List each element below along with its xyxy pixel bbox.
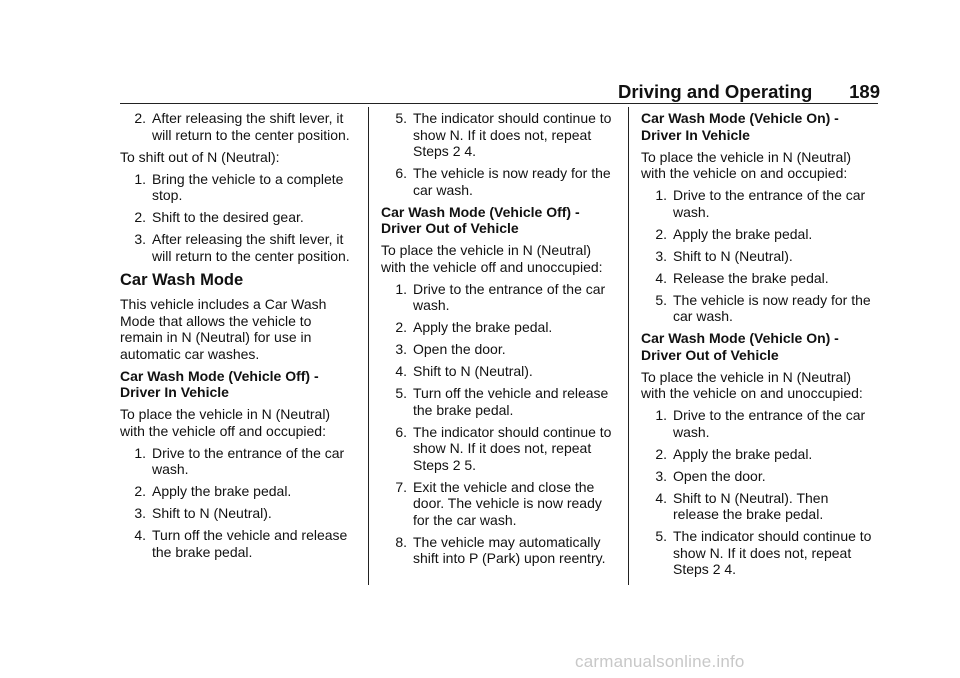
- list-item-number: 6.: [395, 423, 407, 440]
- list-item-text: Drive to the entrance of the car wash.: [413, 280, 606, 313]
- list-item: [381, 385, 617, 418]
- list-item-text: Turn off the vehicle and release the brake pedal.: [413, 385, 609, 418]
- column-3: [641, 110, 877, 583]
- list-item-number: 4.: [655, 489, 667, 506]
- list-item: [120, 505, 356, 522]
- paragraph: To place the vehicle in N (Neutral) with the vehicle on and occupied:: [641, 148, 852, 181]
- list-item-number: 2.: [134, 110, 146, 126]
- list-item-text: Shift to N (Neutral).: [152, 505, 272, 521]
- list-item: [120, 483, 356, 500]
- list-item: [120, 209, 356, 226]
- list-item-text: Open the door.: [673, 467, 766, 484]
- list-item-text: Apply the brake pedal.: [673, 225, 813, 242]
- list-item-text: After releasing the shift lever, it will return to the center position.: [152, 110, 350, 143]
- list-item-number: 2.: [134, 483, 146, 499]
- list-item-text: Open the door.: [413, 341, 506, 357]
- subheading: Car Wash Mode (Vehicle Off) - Driver In Vehicle: [120, 367, 319, 400]
- list-item: [641, 446, 877, 463]
- list-item-number: 7.: [395, 478, 407, 495]
- list-item-text: Shift to N (Neutral). Then release the brake pedal.: [673, 489, 829, 522]
- list-item-text: Apply the brake pedal.: [152, 483, 292, 499]
- list-item: [381, 110, 617, 160]
- list-item: [381, 281, 617, 314]
- list-item: [641, 292, 877, 325]
- list-item: [381, 341, 617, 358]
- section-heading: Car Wash Mode: [120, 271, 244, 289]
- list-item-text: Drive to the entrance of the car wash.: [673, 187, 866, 220]
- list-item: [381, 479, 617, 529]
- list-item: [641, 248, 877, 265]
- list-item-number: 5.: [395, 110, 407, 126]
- list-item: [120, 110, 356, 143]
- list-item-text: Bring the vehicle to a complete stop.: [152, 170, 344, 203]
- column-divider-1: [368, 107, 369, 585]
- list-item-number: 2.: [134, 209, 146, 225]
- list-item-number: 1.: [134, 444, 146, 461]
- list-item-number: 2.: [655, 225, 667, 242]
- list-item-text: Shift to N (Neutral).: [673, 247, 793, 264]
- list-item-number: 5.: [395, 385, 407, 401]
- page-header: [618, 81, 880, 103]
- list-item-text: Drive to the entrance of the car wash.: [152, 444, 345, 477]
- paragraph: To place the vehicle in N (Neutral) with the vehicle on and unoccupied:: [641, 368, 863, 401]
- list-item-number: 1.: [395, 280, 407, 297]
- list-item: [641, 407, 877, 440]
- list-item: [381, 319, 617, 336]
- list-item-text: After releasing the shift lever, it will return to the center position.: [152, 231, 350, 264]
- list-item-number: 1.: [655, 187, 667, 203]
- paragraph: This vehicle includes a Car Wash Mode that allows the vehicle to remain in N (Neutral) for use in automatic car washes.: [120, 296, 327, 362]
- page-number: 189: [849, 81, 880, 102]
- list-item-number: 1.: [655, 407, 667, 423]
- list-item: [641, 226, 877, 243]
- list-item-text: Shift to the desired gear.: [152, 209, 304, 225]
- list-item-text: The vehicle is now ready for the car wash.: [673, 291, 871, 324]
- list-item-number: 3.: [134, 505, 146, 521]
- list-item-number: 4.: [655, 269, 667, 286]
- list-item-number: 2.: [655, 445, 667, 462]
- subheading: Car Wash Mode (Vehicle On) - Driver Out of Vehicle: [641, 330, 839, 363]
- list-item-text: Apply the brake pedal.: [673, 445, 813, 462]
- list-item-number: 1.: [134, 170, 146, 187]
- column-divider-2: [628, 107, 629, 585]
- subheading: Car Wash Mode (Vehicle On) - Driver In Vehicle: [641, 110, 839, 143]
- list-item: [641, 270, 877, 287]
- watermark: carmanualsonline.info: [575, 652, 745, 671]
- list-item-number: 5.: [655, 291, 667, 308]
- list-item: [381, 424, 617, 474]
- list-item-number: 3.: [655, 247, 667, 264]
- list-item: [120, 445, 356, 478]
- list-item-text: Exit the vehicle and close the door. The vehicle is now ready for the car wash.: [413, 478, 602, 528]
- list-item-text: Drive to the entrance of the car wash.: [673, 407, 866, 440]
- list-item-text: Release the brake pedal.: [673, 269, 829, 286]
- list-item-number: 4.: [395, 363, 407, 379]
- list-item: [120, 231, 356, 264]
- list-item-text: The indicator should continue to show N. If it does not, repeat Steps 2 4.: [673, 528, 872, 577]
- list-item-text: Shift to N (Neutral).: [413, 363, 533, 379]
- paragraph: To place the vehicle in N (Neutral) with the vehicle off and occupied:: [120, 406, 331, 439]
- list-item-text: The indicator should continue to show N. If it does not, repeat Steps 2 4.: [413, 110, 612, 159]
- list-item-text: The indicator should continue to show N. If it does not, repeat Steps 2 5.: [413, 423, 612, 473]
- list-item: [120, 527, 356, 560]
- list-item: [381, 165, 617, 198]
- column-2: [381, 110, 617, 572]
- section-title: Driving and Operating: [618, 81, 813, 102]
- list-item-number: 2.: [395, 319, 407, 335]
- list-item: [120, 171, 356, 204]
- header-rule: [120, 103, 878, 104]
- list-item-number: 3.: [655, 467, 667, 484]
- column-1: [120, 110, 356, 566]
- list-item-text: Turn off the vehicle and release the brake pedal.: [152, 527, 348, 560]
- list-item-number: 8.: [395, 533, 407, 550]
- subheading: Car Wash Mode (Vehicle Off) - Driver Out of Vehicle: [381, 203, 580, 236]
- paragraph: To shift out of N (Neutral):: [120, 148, 280, 165]
- list-item: [641, 490, 877, 523]
- list-item-number: 4.: [134, 527, 146, 543]
- list-item-text: Apply the brake pedal.: [413, 319, 553, 335]
- list-item: [641, 187, 877, 220]
- list-item: [641, 528, 877, 578]
- list-item-number: 6.: [395, 165, 407, 181]
- list-item-number: 3.: [134, 231, 146, 247]
- list-item: [381, 363, 617, 380]
- list-item: [641, 468, 877, 485]
- list-item-text: The vehicle may automatically shift into P (Park) upon reentry.: [413, 533, 606, 566]
- list-item-text: The vehicle is now ready for the car wash.: [413, 165, 611, 198]
- list-item: [381, 534, 617, 567]
- list-item-number: 5.: [655, 528, 667, 544]
- list-item-number: 3.: [395, 341, 407, 357]
- paragraph: To place the vehicle in N (Neutral) with the vehicle off and unoccupied:: [381, 242, 603, 275]
